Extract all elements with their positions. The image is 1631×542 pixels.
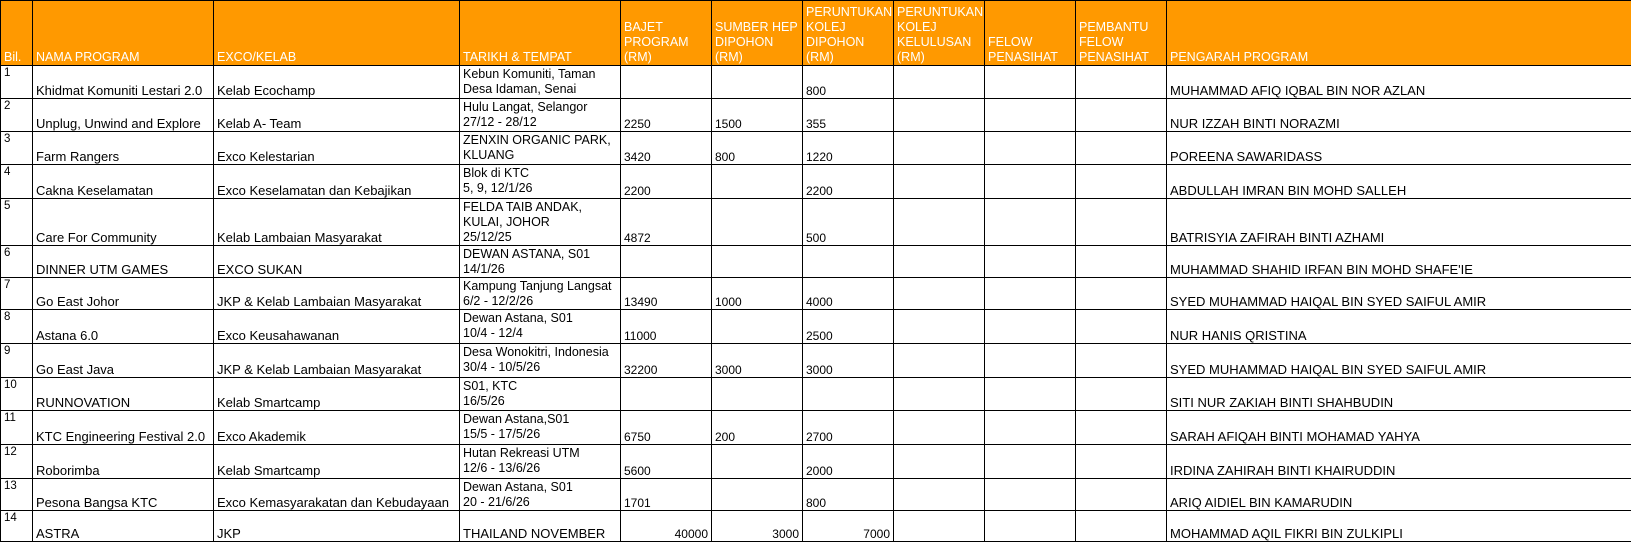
cell-sumber-hep[interactable]: 200 — [712, 411, 803, 445]
cell-peruntukan-kelulusan[interactable] — [894, 199, 985, 246]
cell-bil[interactable]: 9 — [1, 344, 33, 378]
cell-bajet[interactable] — [621, 66, 712, 99]
cell-exco-kelab[interactable]: Kelab A- Team — [214, 99, 460, 132]
cell-tarikh-tempat[interactable] — [460, 479, 621, 511]
cell-pembantu-felow[interactable] — [1076, 199, 1167, 246]
cell-pengarah[interactable]: SITI NUR ZAKIAH BINTI SHAHBUDIN — [1167, 378, 1631, 411]
cell-sumber-hep[interactable] — [712, 445, 803, 479]
cell-tarikh-tempat[interactable] — [460, 246, 621, 278]
cell-bajet[interactable]: 6750 — [621, 411, 712, 445]
cell-nama-program[interactable]: Go East Johor — [33, 278, 214, 310]
tarikh-line: Kebun Komuniti, Taman — [463, 67, 617, 82]
cell-bajet[interactable] — [621, 246, 712, 278]
cell-peruntukan-dipohon[interactable]: 2000 — [803, 445, 894, 479]
cell-tarikh-tempat[interactable] — [460, 411, 621, 445]
cell-sumber-hep[interactable] — [712, 199, 803, 246]
header-felow[interactable]: FELOW PENASIHAT — [985, 1, 1076, 66]
cell-peruntukan-dipohon[interactable]: 1220 — [803, 132, 894, 165]
cell-bil[interactable]: 8 — [1, 310, 33, 344]
tarikh-line: KULAI, JOHOR — [463, 215, 617, 230]
cell-tarikh-tempat[interactable] — [460, 445, 621, 479]
cell-bajet[interactable]: 3420 — [621, 132, 712, 165]
cell-bajet[interactable]: 13490 — [621, 278, 712, 310]
tarikh-line: 10/4 - 12/4 — [463, 326, 617, 341]
tarikh-line: ZENXIN ORGANIC PARK, — [463, 133, 617, 148]
cell-nama-program[interactable]: Pesona Bangsa KTC — [33, 479, 214, 511]
cell-bajet[interactable] — [621, 378, 712, 411]
cell-sumber-hep[interactable] — [712, 246, 803, 278]
cell-felow[interactable] — [985, 378, 1076, 411]
tarikh-line: 30/4 - 10/5/26 — [463, 360, 617, 375]
cell-sumber-hep[interactable]: 1500 — [712, 99, 803, 132]
cell-pembantu-felow[interactable] — [1076, 378, 1167, 411]
cell-bil[interactable]: 6 — [1, 246, 33, 278]
table-row — [1, 165, 1631, 199]
cell-bil[interactable]: 2 — [1, 99, 33, 132]
cell-pembantu-felow[interactable] — [1076, 99, 1167, 132]
cell-sumber-hep[interactable]: 3000 — [712, 344, 803, 378]
cell-bil[interactable]: 5 — [1, 199, 33, 246]
tarikh-line: Hutan Rekreasi UTM — [463, 446, 617, 461]
table-body — [1, 66, 1631, 542]
tarikh-line: 12/6 - 13/6/26 — [463, 461, 617, 476]
cell-bil[interactable]: 1 — [1, 66, 33, 99]
cell-felow[interactable] — [985, 344, 1076, 378]
cell-sumber-hep[interactable] — [712, 66, 803, 99]
cell-bil[interactable]: 7 — [1, 278, 33, 310]
cell-nama-program[interactable]: DINNER UTM GAMES — [33, 246, 214, 278]
cell-nama-program[interactable]: Care For Community — [33, 199, 214, 246]
cell-peruntukan-dipohon[interactable] — [803, 246, 894, 278]
cell-nama-program[interactable]: ASTRA — [33, 511, 214, 542]
cell-exco-kelab[interactable]: Exco Keselamatan dan Kebajikan — [214, 165, 460, 199]
cell-peruntukan-dipohon[interactable]: 800 — [803, 479, 894, 511]
tarikh-line: Blok di KTC — [463, 166, 617, 181]
cell-nama-program[interactable]: Go East Java — [33, 344, 214, 378]
cell-bajet[interactable]: 40000 — [621, 511, 712, 542]
cell-exco-kelab[interactable]: EXCO SUKAN — [214, 246, 460, 278]
tarikh-line: 15/5 - 17/5/26 — [463, 427, 617, 442]
tarikh-line: 27/12 - 28/12 — [463, 115, 617, 130]
cell-peruntukan-dipohon[interactable]: 2200 — [803, 165, 894, 199]
cell-tarikh-tempat[interactable] — [460, 165, 621, 199]
cell-pembantu-felow[interactable] — [1076, 132, 1167, 165]
cell-pembantu-felow[interactable] — [1076, 511, 1167, 542]
header-row — [1, 1, 1631, 66]
cell-exco-kelab[interactable]: Exco Akademik — [214, 411, 460, 445]
tarikh-line: Hulu Langat, Selangor — [463, 100, 617, 115]
cell-pembantu-felow[interactable] — [1076, 344, 1167, 378]
cell-exco-kelab[interactable]: JKP — [214, 511, 460, 542]
table-row — [1, 278, 1631, 310]
table-row — [1, 378, 1631, 411]
cell-bil[interactable]: 12 — [1, 445, 33, 479]
cell-pengarah[interactable]: POREENA SAWARIDASS — [1167, 132, 1631, 165]
cell-nama-program[interactable]: RUNNOVATION — [33, 378, 214, 411]
cell-sumber-hep[interactable] — [712, 479, 803, 511]
cell-pengarah[interactable]: MOHAMMAD AQIL FIKRI BIN ZULKIPLI — [1167, 511, 1631, 542]
cell-felow[interactable] — [985, 310, 1076, 344]
cell-sumber-hep[interactable]: 3000 — [712, 511, 803, 542]
cell-peruntukan-kelulusan[interactable] — [894, 344, 985, 378]
tarikh-line: Desa Idaman, Senai — [463, 82, 617, 97]
tarikh-line: FELDA TAIB ANDAK, — [463, 200, 617, 215]
header-bajet[interactable]: BAJET PROGRAM (RM) — [621, 1, 712, 66]
cell-tarikh-tempat[interactable] — [460, 278, 621, 310]
table-row — [1, 344, 1631, 378]
cell-tarikh-tempat[interactable]: THAILAND NOVEMBER — [460, 511, 621, 542]
cell-tarikh-tempat[interactable] — [460, 199, 621, 246]
cell-bajet[interactable]: 11000 — [621, 310, 712, 344]
cell-pengarah[interactable]: SYED MUHAMMAD HAIQAL BIN SYED SAIFUL AMIR — [1167, 278, 1631, 310]
cell-bil[interactable]: 14 — [1, 511, 33, 542]
cell-bajet[interactable]: 32200 — [621, 344, 712, 378]
cell-peruntukan-dipohon[interactable]: 4000 — [803, 278, 894, 310]
table-row — [1, 66, 1631, 99]
cell-bajet[interactable]: 4872 — [621, 199, 712, 246]
cell-tarikh-tempat[interactable] — [460, 66, 621, 99]
cell-peruntukan-kelulusan[interactable] — [894, 165, 985, 199]
cell-felow[interactable] — [985, 165, 1076, 199]
cell-nama-program[interactable]: Astana 6.0 — [33, 310, 214, 344]
tarikh-line: 20 - 21/6/26 — [463, 495, 617, 510]
cell-felow[interactable] — [985, 511, 1076, 542]
cell-sumber-hep[interactable] — [712, 310, 803, 344]
cell-sumber-hep[interactable] — [712, 378, 803, 411]
cell-felow[interactable] — [985, 66, 1076, 99]
cell-pembantu-felow[interactable] — [1076, 479, 1167, 511]
cell-peruntukan-kelulusan[interactable] — [894, 445, 985, 479]
cell-pembantu-felow[interactable] — [1076, 445, 1167, 479]
tarikh-line: Kampung Tanjung Langsat — [463, 279, 617, 294]
cell-pengarah[interactable]: NUR IZZAH BINTI NORAZMI — [1167, 99, 1631, 132]
cell-felow[interactable] — [985, 278, 1076, 310]
cell-tarikh-tempat[interactable] — [460, 132, 621, 165]
cell-exco-kelab[interactable]: JKP & Kelab Lambaian Masyarakat — [214, 344, 460, 378]
cell-peruntukan-dipohon[interactable]: 800 — [803, 66, 894, 99]
cell-nama-program[interactable]: Roborimba — [33, 445, 214, 479]
cell-tarikh-tempat[interactable] — [460, 99, 621, 132]
cell-exco-kelab[interactable]: Exco Keusahawanan — [214, 310, 460, 344]
table-row — [1, 310, 1631, 344]
cell-peruntukan-kelulusan[interactable] — [894, 479, 985, 511]
tarikh-line: KLUANG — [463, 148, 617, 163]
cell-exco-kelab[interactable]: Exco Kelestarian — [214, 132, 460, 165]
cell-felow[interactable] — [985, 199, 1076, 246]
cell-bajet[interactable]: 2200 — [621, 165, 712, 199]
cell-peruntukan-dipohon[interactable]: 500 — [803, 199, 894, 246]
cell-felow[interactable] — [985, 99, 1076, 132]
cell-nama-program[interactable]: Khidmat Komuniti Lestari 2.0 — [33, 66, 214, 99]
cell-sumber-hep[interactable] — [712, 165, 803, 199]
cell-pembantu-felow[interactable] — [1076, 66, 1167, 99]
cell-peruntukan-dipohon[interactable]: 3000 — [803, 344, 894, 378]
tarikh-line: Dewan Astana, S01 — [463, 311, 617, 326]
cell-peruntukan-dipohon[interactable]: 355 — [803, 99, 894, 132]
cell-nama-program[interactable]: KTC Engineering Festival 2.0 — [33, 411, 214, 445]
cell-bil[interactable]: 3 — [1, 132, 33, 165]
cell-peruntukan-kelulusan[interactable] — [894, 99, 985, 132]
cell-felow[interactable] — [985, 479, 1076, 511]
header-bil[interactable]: Bil. — [1, 1, 33, 66]
header-peruntukan-dipohon[interactable]: PERUNTUKAN KOLEJ DIPOHON (RM) — [803, 1, 894, 66]
cell-pengarah[interactable]: SARAH AFIQAH BINTI MOHAMAD YAHYA — [1167, 411, 1631, 445]
cell-pembantu-felow[interactable] — [1076, 278, 1167, 310]
cell-pembantu-felow[interactable] — [1076, 411, 1167, 445]
cell-exco-kelab[interactable]: JKP & Kelab Lambaian Masyarakat — [214, 278, 460, 310]
cell-tarikh-tempat[interactable] — [460, 310, 621, 344]
cell-bajet[interactable]: 1701 — [621, 479, 712, 511]
tarikh-line: S01, KTC — [463, 379, 617, 394]
cell-felow[interactable] — [985, 411, 1076, 445]
cell-sumber-hep[interactable]: 800 — [712, 132, 803, 165]
cell-exco-kelab[interactable]: Kelab Smartcamp — [214, 445, 460, 479]
cell-exco-kelab[interactable]: Kelab Ecochamp — [214, 66, 460, 99]
cell-bajet[interactable]: 2250 — [621, 99, 712, 132]
header-pembantu-felow[interactable]: PEMBANTU FELOW PENASIHAT — [1076, 1, 1167, 66]
cell-peruntukan-kelulusan[interactable] — [894, 132, 985, 165]
cell-bajet[interactable]: 5600 — [621, 445, 712, 479]
table-row — [1, 199, 1631, 246]
cell-pengarah[interactable]: ARIQ AIDIEL BIN KAMARUDIN — [1167, 479, 1631, 511]
cell-peruntukan-kelulusan[interactable] — [894, 378, 985, 411]
tarikh-line: 5, 9, 12/1/26 — [463, 181, 617, 196]
cell-nama-program[interactable]: Cakna Keselamatan — [33, 165, 214, 199]
cell-peruntukan-kelulusan[interactable] — [894, 511, 985, 542]
cell-peruntukan-dipohon[interactable]: 2700 — [803, 411, 894, 445]
tarikh-line: Desa Wonokitri, Indonesia — [463, 345, 617, 360]
cell-pengarah[interactable]: SYED MUHAMMAD HAIQAL BIN SYED SAIFUL AMIR — [1167, 344, 1631, 378]
cell-exco-kelab[interactable]: Exco Kemasyarakatan dan Kebudayaan — [214, 479, 460, 511]
cell-peruntukan-kelulusan[interactable] — [894, 278, 985, 310]
cell-peruntukan-kelulusan[interactable] — [894, 310, 985, 344]
cell-peruntukan-kelulusan[interactable] — [894, 66, 985, 99]
cell-pengarah[interactable]: ABDULLAH IMRAN BIN MOHD SALLEH — [1167, 165, 1631, 199]
table-row — [1, 132, 1631, 165]
cell-bil[interactable]: 10 — [1, 378, 33, 411]
cell-pengarah[interactable]: IRDINA ZAHIRAH BINTI KHAIRUDDIN — [1167, 445, 1631, 479]
cell-tarikh-tempat[interactable] — [460, 344, 621, 378]
cell-peruntukan-dipohon[interactable]: 2500 — [803, 310, 894, 344]
cell-tarikh-tempat[interactable] — [460, 378, 621, 411]
cell-bil[interactable]: 11 — [1, 411, 33, 445]
header-pengarah[interactable]: PENGARAH PROGRAM — [1167, 1, 1631, 66]
header-exco-kelab[interactable]: EXCO/KELAB — [214, 1, 460, 66]
table-row — [1, 99, 1631, 132]
table-row — [1, 511, 1631, 542]
cell-bil[interactable]: 4 — [1, 165, 33, 199]
tarikh-line: Dewan Astana,S01 — [463, 412, 617, 427]
cell-felow[interactable] — [985, 246, 1076, 278]
header-tarikh-tempat[interactable]: TARIKH & TEMPAT — [460, 1, 621, 66]
header-peruntukan-kelulusan[interactable]: PERUNTUKAN KOLEJ KELULUSAN (RM) — [894, 1, 985, 66]
tarikh-line: 16/5/26 — [463, 394, 617, 409]
cell-exco-kelab[interactable]: Kelab Smartcamp — [214, 378, 460, 411]
cell-sumber-hep[interactable]: 1000 — [712, 278, 803, 310]
cell-peruntukan-kelulusan[interactable] — [894, 246, 985, 278]
cell-pengarah[interactable]: NUR HANIS QRISTINA — [1167, 310, 1631, 344]
cell-peruntukan-dipohon[interactable]: 7000 — [803, 511, 894, 542]
cell-nama-program[interactable]: Farm Rangers — [33, 132, 214, 165]
header-sumber-hep[interactable]: SUMBER HEP DIPOHON (RM) — [712, 1, 803, 66]
cell-peruntukan-dipohon[interactable] — [803, 378, 894, 411]
cell-pembantu-felow[interactable] — [1076, 310, 1167, 344]
table-row — [1, 479, 1631, 511]
cell-bil[interactable]: 13 — [1, 479, 33, 511]
cell-pengarah[interactable]: BATRISYIA ZAFIRAH BINTI AZHAMI — [1167, 199, 1631, 246]
table-row — [1, 411, 1631, 445]
tarikh-line: DEWAN ASTANA, S01 — [463, 247, 617, 262]
tarikh-line: Dewan Astana, S01 — [463, 480, 617, 495]
cell-felow[interactable] — [985, 445, 1076, 479]
cell-nama-program[interactable]: Unplug, Unwind and Explore — [33, 99, 214, 132]
cell-pembantu-felow[interactable] — [1076, 165, 1167, 199]
cell-pembantu-felow[interactable] — [1076, 246, 1167, 278]
tarikh-line: 14/1/26 — [463, 262, 617, 277]
tarikh-line: 25/12/25 — [463, 230, 617, 245]
table-row — [1, 445, 1631, 479]
cell-pengarah[interactable]: MUHAMMAD AFIQ IQBAL BIN NOR AZLAN — [1167, 66, 1631, 99]
table-row — [1, 246, 1631, 278]
header-nama-program[interactable]: NAMA PROGRAM — [33, 1, 214, 66]
tarikh-line: 6/2 - 12/2/26 — [463, 294, 617, 309]
cell-exco-kelab[interactable]: Kelab Lambaian Masyarakat — [214, 199, 460, 246]
cell-felow[interactable] — [985, 132, 1076, 165]
cell-pengarah[interactable]: MUHAMMAD SHAHID IRFAN BIN MOHD SHAFE'IE — [1167, 246, 1631, 278]
cell-peruntukan-kelulusan[interactable] — [894, 411, 985, 445]
